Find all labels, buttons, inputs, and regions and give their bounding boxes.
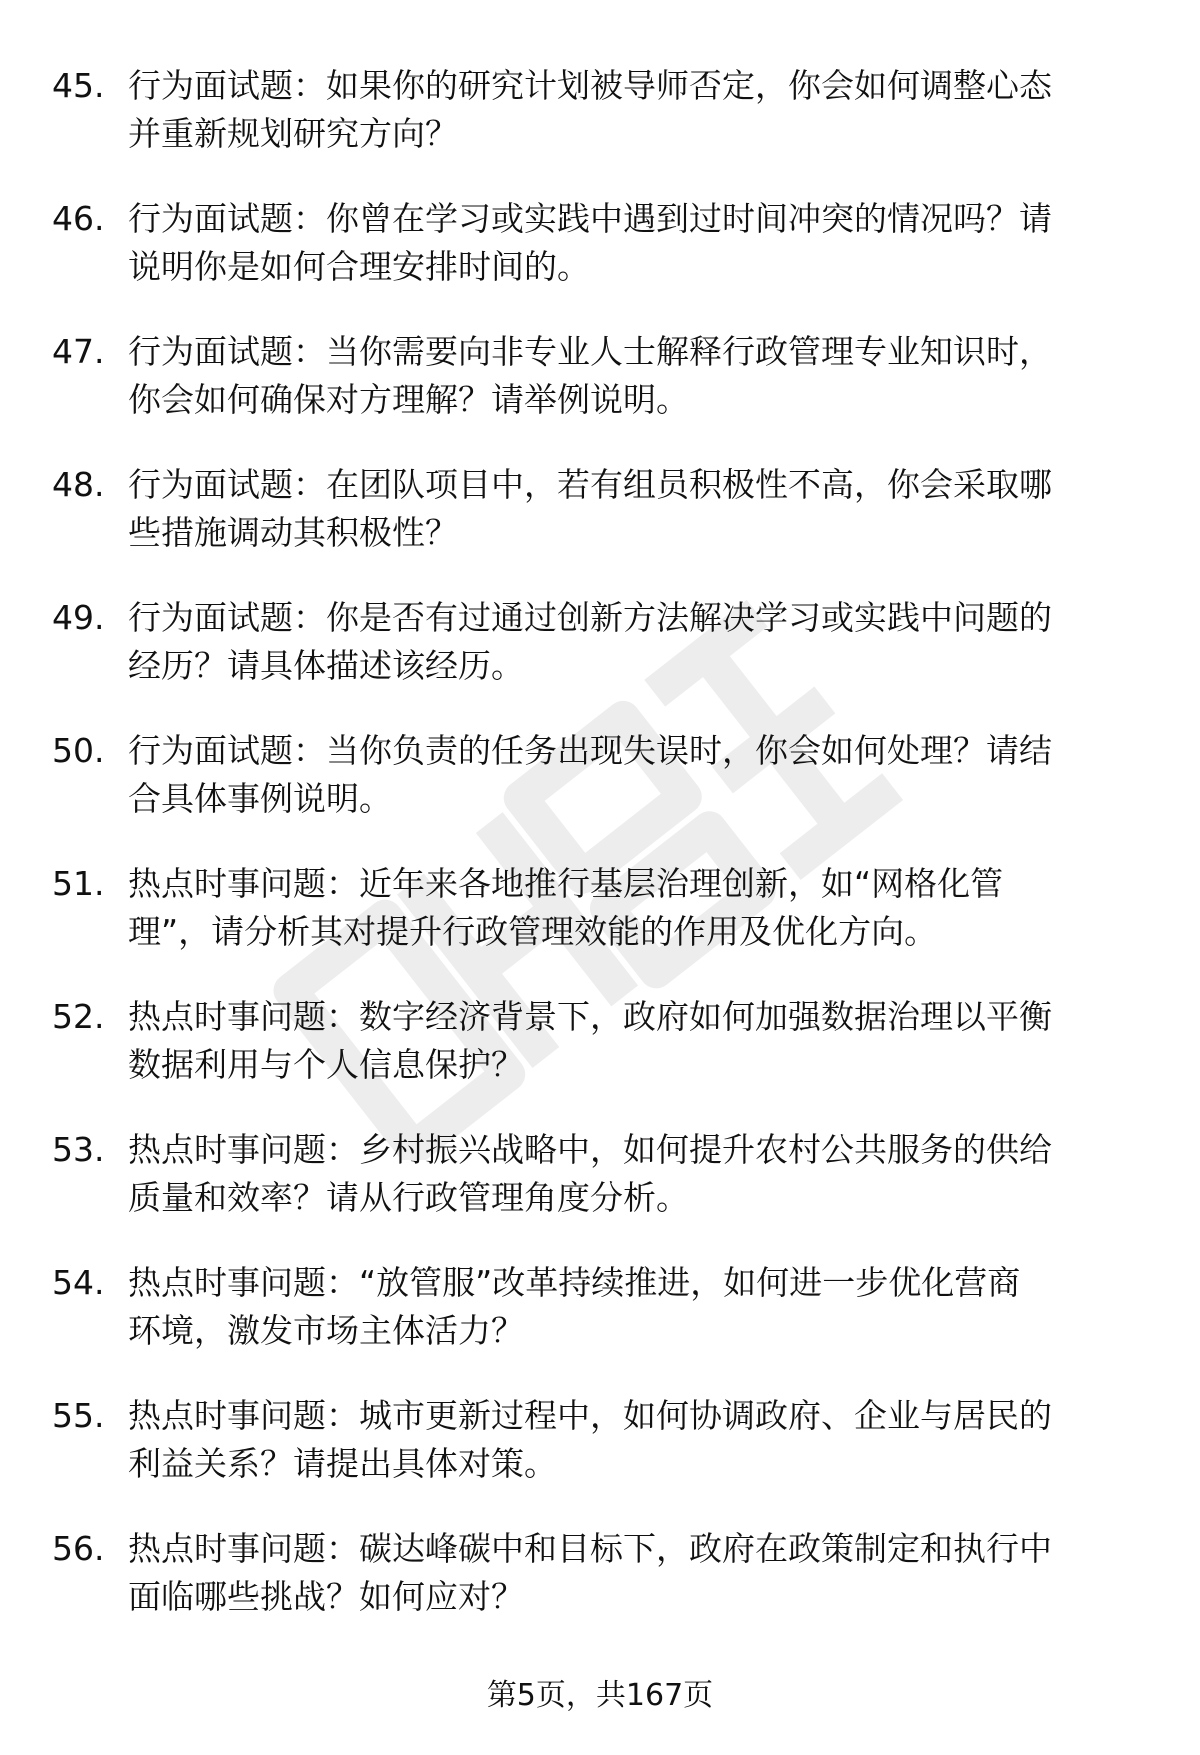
list-item [0,850,1200,983]
question-text: 热点时事问题：碳达峰碳中和目标下，政府在政策制定和执行中 面临哪些挑战？如何应对？ [128,1529,1052,1616]
question-list [0,52,1200,1648]
question-text: 热点时事问题：乡村振兴战略中，如何提升农村公共服务的供给 质量和效率？请从行政管理角度分析。 [128,1130,1052,1217]
list-item [0,584,1200,717]
question-text: 行为面试题：在团队项目中，若有组员积极性不高，你会采取哪 些措施调动其积极性？ [128,465,1052,552]
list-item [0,185,1200,318]
list-item [0,52,1200,185]
list-item [0,1116,1200,1249]
question-text: 热点时事问题：“放管服”改革持续推进，如何进一步优化营商 环境，激发市场主体活力？ [128,1263,1021,1350]
question-number: 54. [52,1263,105,1302]
question-number: 49. [52,598,105,637]
question-number: 46. [52,199,105,238]
question-text: 行为面试题：你曾在学习或实践中遇到过时间冲突的情况吗？请 说明你是如何合理安排时间的。 [128,199,1052,286]
list-item [0,983,1200,1116]
question-text: 热点时事问题：城市更新过程中，如何协调政府、企业与居民的 利益关系？请提出具体对策。 [128,1396,1052,1483]
question-number: 50. [52,731,105,770]
list-item [0,717,1200,850]
question-number: 53. [52,1130,105,1169]
list-item [0,318,1200,451]
list-item [0,1249,1200,1382]
question-number: 45. [52,66,105,105]
question-text: 行为面试题：你是否有过通过创新方法解决学习或实践中问题的 经历？请具体描述该经历。 [128,598,1052,685]
question-number: 48. [52,465,105,504]
question-number: 47. [52,332,105,371]
question-text: 热点时事问题：数字经济背景下，政府如何加强数据治理以平衡 数据利用与个人信息保护？ [128,997,1052,1084]
question-text: 行为面试题：当你负责的任务出现失误时，你会如何处理？请结 合具体事例说明。 [128,731,1052,818]
question-number: 52. [52,997,105,1036]
question-text: 热点时事问题：近年来各地推行基层治理创新，如“网格化管 理”，请分析其对提升行政管理效能的作用及优化方向。 [128,864,1004,951]
question-number: 51. [52,864,105,903]
list-item [0,1382,1200,1515]
question-text: 行为面试题：当你需要向非专业人士解释行政管理专业知识时， 你会如何确保对方理解？请举例说明。 [128,332,1052,419]
list-item [0,1515,1200,1648]
question-number: 56. [52,1529,105,1568]
question-text: 行为面试题：如果你的研究计划被导师否定，你会如何调整心态 并重新规划研究方向？ [128,66,1052,153]
list-item [0,451,1200,584]
page-footer: 第5页，共167页 [486,1678,714,1713]
question-number: 55. [52,1396,105,1435]
